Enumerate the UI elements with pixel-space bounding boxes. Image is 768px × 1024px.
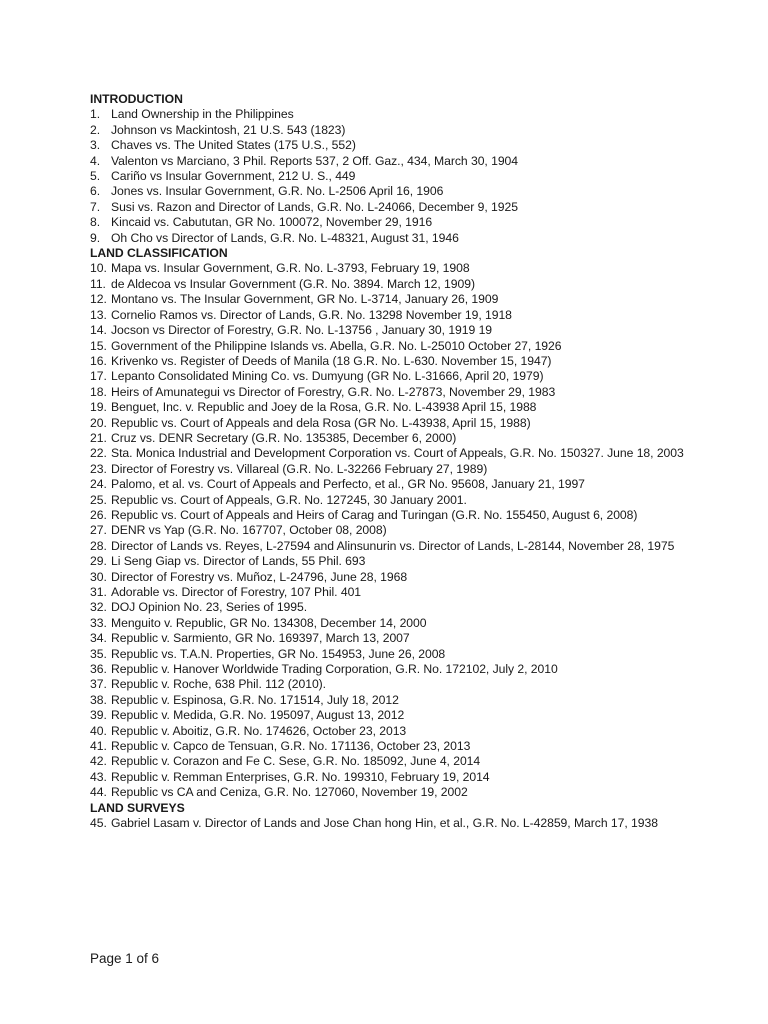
item-number: 13.	[90, 307, 107, 322]
item-text: Li Seng Giap vs. Director of Lands, 55 Phil. 693	[111, 554, 366, 569]
item-text: Republic v. Sarmiento, GR No. 169397, March 13, 2007	[111, 631, 410, 646]
item-text: Cruz vs. DENR Secretary (G.R. No. 135385, December 6, 2000)	[111, 430, 457, 445]
item-number: 38.	[90, 692, 107, 707]
section-land-classification	[90, 246, 690, 801]
item-number: 31.	[90, 585, 107, 599]
item-text: Valenton vs Marciano, 3 Phil. Reports 537, 2 Off. Gaz., 434, March 30, 1904	[111, 153, 519, 168]
item-text: Government of the Philippine Islands vs. Abella, G.R. No. L-25010 October 27, 1926	[111, 338, 562, 353]
list-item	[90, 400, 690, 415]
item-number: 14.	[90, 323, 107, 338]
item-number: 40.	[90, 723, 107, 738]
item-number: 17.	[90, 369, 107, 384]
list-item	[90, 754, 690, 769]
item-number: 30.	[90, 569, 107, 584]
item-text: Oh Cho vs Director of Lands, G.R. No. L-48321, August 31, 1946	[111, 230, 459, 245]
item-text: Kincaid vs. Cabututan, GR No. 100072, November 29, 1916	[111, 215, 433, 230]
item-number: 25.	[90, 492, 107, 507]
item-text: Republic vs. Court of Appeals and dela Rosa (GR No. L-43938, April 15, 1988)	[111, 415, 531, 430]
list-item	[90, 261, 690, 276]
item-number: 35.	[90, 646, 107, 661]
item-text: Johnson vs Mackintosh, 21 U.S. 543 (1823)	[111, 122, 346, 137]
item-number: 34.	[90, 631, 107, 646]
item-text: Republic v. Capco de Tensuan, G.R. No. 171136, October 23, 2013	[111, 739, 471, 754]
item-text: Republic vs. Court of Appeals, G.R. No. 127245, 30 January 2001.	[111, 492, 467, 507]
item-text: Benguet, Inc. v. Republic and Joey de la Rosa, G.R. No. L-43938 April 15, 1988	[111, 400, 537, 415]
list-item	[90, 385, 690, 400]
item-text: DENR vs Yap (G.R. No. 167707, October 08, 2008)	[111, 523, 387, 538]
item-text: Lepanto Consolidated Mining Co. vs. Dumyung (GR No. L-31666, April 20, 1979)	[111, 369, 544, 384]
item-number: 10.	[90, 261, 107, 276]
item-number: 26.	[90, 507, 107, 522]
item-number: 5.	[90, 169, 101, 184]
item-text: Land Ownership in the Philippines	[111, 107, 294, 122]
list-item	[90, 292, 690, 307]
item-text: Director of Forestry vs. Muñoz, L-24796, June 28, 1968	[111, 569, 408, 584]
list-item	[90, 600, 690, 615]
item-text: Republic v. Corazon and Fe C. Sese, G.R. No. 185092, June 4, 2014	[111, 754, 481, 769]
section-heading: INTRODUCTION	[90, 92, 183, 106]
item-text: Montano vs. The Insular Government, GR No. L-3714, January 26, 1909	[111, 292, 499, 307]
item-text: de Aldecoa vs Insular Government (G.R. No. 3894. March 12, 1909)	[111, 276, 475, 291]
item-text: Adorable vs. Director of Forestry, 107 Phil. 401	[111, 585, 362, 599]
list-item	[90, 123, 690, 138]
list-item	[90, 169, 690, 184]
item-text: Republic vs. Court of Appeals and Heirs of Carag and Turingan (G.R. No. 155450, August 6, 2008)	[111, 507, 638, 522]
item-number: 7.	[90, 199, 101, 214]
item-number: 42.	[90, 754, 107, 769]
list-item	[90, 339, 690, 354]
list-item	[90, 184, 690, 199]
list-item	[90, 369, 690, 384]
item-number: 16.	[90, 353, 107, 368]
item-number: 43.	[90, 769, 107, 784]
page-number: Page 1 of 6	[90, 951, 160, 966]
list-item	[90, 693, 690, 708]
item-number: 19.	[90, 400, 107, 415]
list-item	[90, 677, 690, 692]
list-item	[90, 539, 690, 554]
list-item	[90, 554, 690, 569]
item-number: 9.	[90, 230, 101, 245]
list-item	[90, 416, 690, 431]
section-heading: LAND CLASSIFICATION	[90, 246, 228, 261]
item-number: 15.	[90, 338, 107, 353]
item-number: 32.	[90, 600, 107, 615]
item-number: 11.	[90, 276, 106, 291]
item-text: Republic v. Remman Enterprises, G.R. No. 199310, February 19, 2014	[111, 769, 490, 784]
item-text: Jocson vs Director of Forestry, G.R. No. L-13756 , January 30, 1919 19	[111, 323, 493, 338]
list-item	[90, 739, 690, 754]
item-number: 45.	[90, 816, 107, 831]
list-item	[90, 816, 690, 831]
list-item	[90, 215, 690, 230]
item-number: 36.	[90, 662, 107, 677]
list-item	[90, 446, 690, 461]
document-body	[90, 92, 690, 832]
item-text: Cariño vs Insular Government, 212 U. S., 449	[111, 169, 356, 184]
section-land-surveys	[90, 801, 690, 832]
list-item	[90, 323, 690, 338]
list-item	[90, 647, 690, 662]
list-item	[90, 462, 690, 477]
item-number: 23.	[90, 461, 107, 476]
item-text: Chaves vs. The United States (175 U.S., 552)	[111, 138, 356, 153]
item-text: DOJ Opinion No. 23, Series of 1995.	[111, 600, 308, 615]
item-text: Republic vs CA and Ceniza, G.R. No. 127060, November 19, 2002	[111, 785, 468, 800]
list-item	[90, 585, 690, 600]
item-text: Jones vs. Insular Government, G.R. No. L-2506 April 16, 1906	[111, 184, 444, 199]
item-number: 12.	[90, 292, 107, 307]
item-number: 2.	[90, 122, 101, 137]
item-text: Republic vs. T.A.N. Properties, GR No. 154953, June 26, 2008	[111, 646, 446, 661]
item-number: 8.	[90, 215, 101, 230]
list-item	[90, 231, 690, 246]
list-item	[90, 523, 690, 538]
item-number: 33.	[90, 615, 107, 630]
list-item	[90, 107, 690, 122]
list-item	[90, 354, 690, 369]
list-item	[90, 570, 690, 585]
item-text: Republic v. Hanover Worldwide Trading Corporation, G.R. No. 172102, July 2, 2010	[111, 662, 558, 677]
item-number: 41.	[90, 739, 107, 754]
item-text: Director of Forestry vs. Villareal (G.R. No. L-32266 February 27, 1989)	[111, 461, 488, 476]
item-number: 3.	[90, 138, 101, 153]
item-text: Sta. Monica Industrial and Development Corporation vs. Court of Appeals, G.R. No. 150327. June 18, 2003	[111, 446, 684, 461]
item-number: 28.	[90, 538, 107, 553]
item-text: Krivenko vs. Register of Deeds of Manila (18 G.R. No. L-630. November 15, 1947)	[111, 353, 552, 368]
item-text: Director of Lands vs. Reyes, L-27594 and Alinsunurin vs. Director of Lands, L-28144, November 28, 1975	[111, 538, 675, 553]
item-text: Republic v. Roche, 638 Phil. 112 (2010).	[111, 677, 327, 692]
list-item	[90, 616, 690, 631]
list-item	[90, 431, 690, 446]
item-number: 39.	[90, 708, 107, 723]
item-number: 24.	[90, 477, 107, 492]
item-text: Menguito v. Republic, GR No. 134308, December 14, 2000	[111, 615, 427, 630]
list-item	[90, 631, 690, 646]
item-text: Susi vs. Razon and Director of Lands, G.R. No. L-24066, December 9, 1925	[111, 199, 518, 214]
item-number: 18.	[90, 384, 107, 399]
item-number: 22.	[90, 446, 107, 461]
list-item	[90, 308, 690, 323]
item-text: Cornelio Ramos vs. Director of Lands, G.R. No. 13298 November 19, 1918	[111, 307, 512, 322]
item-text: Republic v. Medida, G.R. No. 195097, August 13, 2012	[111, 708, 405, 723]
item-text: Mapa vs. Insular Government, G.R. No. L-3793, February 19, 1908	[111, 261, 470, 276]
list-item	[90, 708, 690, 723]
item-number: 27.	[90, 523, 107, 538]
list-item	[90, 508, 690, 523]
item-number: 21.	[90, 430, 107, 445]
list-item	[90, 785, 690, 800]
item-number: 20.	[90, 415, 107, 430]
list-item	[90, 138, 690, 153]
list-item	[90, 477, 690, 492]
section-heading: LAND SURVEYS	[90, 800, 185, 815]
section-introduction	[90, 92, 690, 246]
item-text: Palomo, et al. vs. Court of Appeals and Perfecto, et al., GR No. 95608, January 21, 1997	[111, 477, 585, 492]
item-number: 6.	[90, 184, 101, 199]
item-text: Heirs of Amunategui vs Director of Forestry, G.R. No. L-27873, November 29, 1983	[111, 384, 556, 399]
list-item	[90, 154, 690, 169]
item-number: 1.	[90, 107, 101, 122]
list-item	[90, 770, 690, 785]
item-number: 4.	[90, 153, 101, 168]
item-text: Republic v. Aboitiz, G.R. No. 174626, October 23, 2013	[111, 723, 407, 738]
list-item	[90, 277, 690, 292]
list-item	[90, 200, 690, 215]
list-item	[90, 493, 690, 508]
item-number: 44.	[90, 785, 107, 800]
item-text: Gabriel Lasam v. Director of Lands and Jose Chan hong Hin, et al., G.R. No. L-42859, March 17, 1938	[111, 816, 658, 831]
item-number: 29.	[90, 554, 107, 569]
item-text: Republic v. Espinosa, G.R. No. 171514, July 18, 2012	[111, 692, 399, 707]
list-item	[90, 662, 690, 677]
list-item	[90, 724, 690, 739]
item-number: 37.	[90, 677, 107, 692]
